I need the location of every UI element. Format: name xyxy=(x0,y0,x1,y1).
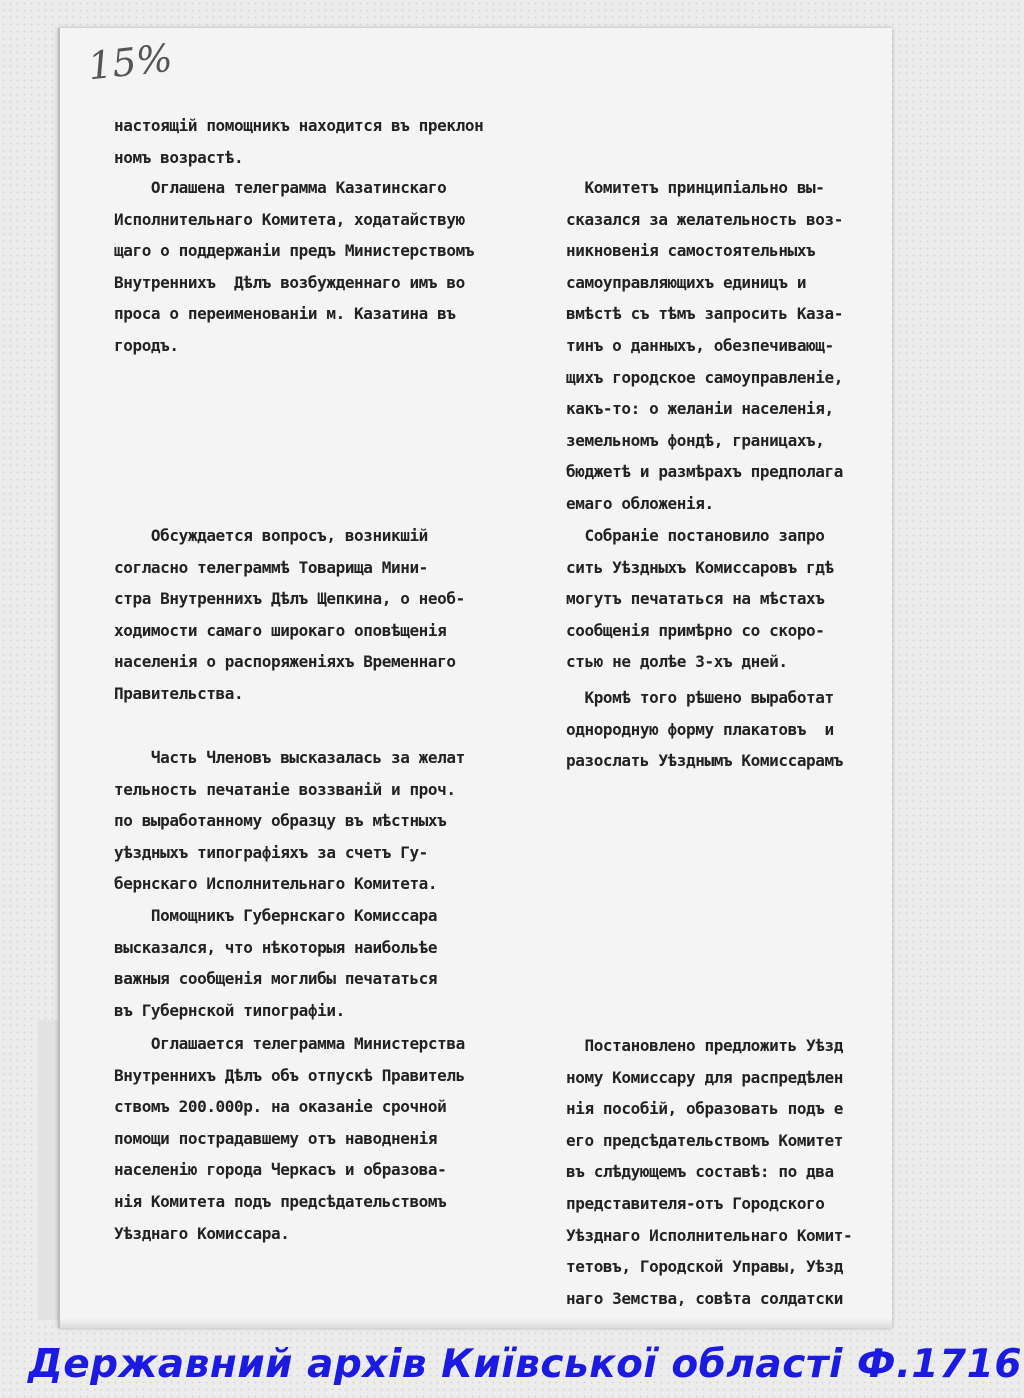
text-line: настоящій помощникъ находится въ преклон xyxy=(114,116,484,135)
text-line: Исполнительнаго Комитета, ходатайствую xyxy=(114,209,465,229)
text-line: Уѣзднаго Комиссара. xyxy=(114,1223,290,1243)
text-line: земельномъ фондѣ, границахъ, xyxy=(566,430,825,450)
text-line: щаго о поддержаніи предъ Министерствомъ xyxy=(114,241,475,261)
text-line: сить Уѣздныхъ Комиссаровъ гдѣ xyxy=(566,557,834,577)
text-line: однородную форму плакатовъ и xyxy=(566,719,834,739)
right-paragraph-3 xyxy=(566,682,843,777)
left-paragraph-4 xyxy=(114,742,465,900)
right-paragraph-2 xyxy=(566,520,834,678)
text-line: городъ. xyxy=(114,335,179,355)
text-line: по выработанному образцу въ мѣстныхъ xyxy=(114,811,447,831)
text-line: какъ-то: о желаніи населенія, xyxy=(566,399,834,419)
text-line: нія Комитета подъ предсѣдательствомъ xyxy=(114,1191,447,1211)
text-line: Оглашается телеграмма Министерства xyxy=(114,1034,465,1053)
text-line: могутъ печататься на мѣстахъ xyxy=(566,589,825,609)
text-line: разослать Уѣзднымъ Комиссарамъ xyxy=(566,751,843,771)
text-line: емаго обложенія. xyxy=(566,493,714,513)
text-line: тельность печатаніе воззваній и проч. xyxy=(114,779,456,799)
text-line: щихъ городское самоуправленіе, xyxy=(566,367,843,387)
text-line: бернскаго Исполнительнаго Комитета. xyxy=(114,874,438,894)
text-line: согласно телеграммѣ Товарища Мини- xyxy=(114,557,428,577)
text-line: въ Губернской типографіи. xyxy=(114,1000,345,1020)
left-paragraph-3 xyxy=(114,520,465,710)
text-line: высказался, что нѣкоторыя наибольѣе xyxy=(114,937,438,957)
text-line: Внутреннихъ Дѣлъ возбужденнаго имъ во xyxy=(114,272,465,292)
text-line: тетовъ, Городской Управы, Уѣзд xyxy=(566,1257,843,1277)
text-line: населенію города Черкасъ и образова- xyxy=(114,1160,447,1180)
text-line: никновенія самостоятельныхъ xyxy=(566,241,816,261)
left-paragraph-2 xyxy=(114,172,474,362)
text-line: бюджетѣ и размѣрахъ предполага xyxy=(566,462,843,482)
text-line: проса о переименованіи м. Казатина въ xyxy=(114,304,456,324)
text-line: вмѣстѣ съ тѣмъ запросить Каза- xyxy=(566,304,843,324)
text-line: его предсѣдательствомъ Комитет xyxy=(566,1130,843,1150)
text-line: Внутреннихъ Дѣлъ объ отпускѣ Правитель xyxy=(114,1065,465,1085)
text-line: Кромѣ того рѣшено выработат xyxy=(566,688,834,707)
text-line: Уѣзднаго Исполнительнаго Комит- xyxy=(566,1225,853,1245)
text-line: самоуправляющихъ единицъ и xyxy=(566,272,807,292)
text-line: стра Внутреннихъ Дѣлъ Щепкина, о необ- xyxy=(114,589,465,609)
text-line: тинъ о данныхъ, обезпечивающ- xyxy=(566,335,834,355)
text-line: въ слѣдующемъ составѣ: по два xyxy=(566,1162,834,1182)
text-line: уѣздныхъ типографіяхъ за счетъ Гу- xyxy=(114,842,428,862)
text-line: помощи пострадавшему отъ наводненія xyxy=(114,1128,438,1148)
text-line: Помощникъ Губернскаго Комиссара xyxy=(114,906,438,925)
text-line: ствомъ 200.000р. на оказаніе срочной xyxy=(114,1097,447,1117)
text-line: представителя-отъ Городского xyxy=(566,1193,825,1213)
right-paragraph-1 xyxy=(566,172,843,520)
text-line: Комитетъ принципіально вы- xyxy=(566,178,825,197)
text-line: наго Земства, совѣта солдатски xyxy=(566,1288,843,1308)
text-line: стью не долѣе 3-хъ дней. xyxy=(566,652,788,672)
text-line: сообщенія примѣрно со скоро- xyxy=(566,620,825,640)
left-paragraph-1 xyxy=(114,110,483,173)
text-line: Оглашена телеграмма Казатинскаго xyxy=(114,178,447,197)
left-paragraph-6 xyxy=(114,1028,465,1249)
text-line: Собраніе постановило запро xyxy=(566,526,825,545)
text-line: ному Комиссару для распредѣлен xyxy=(566,1067,843,1087)
text-line: нія пособій, образовать подъ е xyxy=(566,1099,843,1119)
text-line: ходимости самаго широкаго оповѣщенія xyxy=(114,620,447,640)
folio-number: 15% xyxy=(85,35,175,89)
text-line: Постановлено предложить Уѣзд xyxy=(566,1036,843,1055)
text-line: населенія о распоряженіяхъ Временнаго xyxy=(114,652,456,672)
text-line: сказался за желательность воз- xyxy=(566,209,843,229)
text-line: Правительства. xyxy=(114,683,244,703)
text-line: номъ возрастѣ. xyxy=(114,147,244,167)
left-paragraph-5 xyxy=(114,900,437,1026)
right-paragraph-4 xyxy=(566,1030,852,1314)
text-line: важныя сообщенія моглибы печататься xyxy=(114,969,438,989)
text-line: Обсуждается вопросъ, возникшій xyxy=(114,526,428,545)
archive-caption: Державний архів Київської області Ф.1716 xyxy=(28,1342,1022,1387)
text-line: Часть Членовъ высказалась за желат xyxy=(114,748,465,767)
page-edge xyxy=(60,1318,892,1328)
